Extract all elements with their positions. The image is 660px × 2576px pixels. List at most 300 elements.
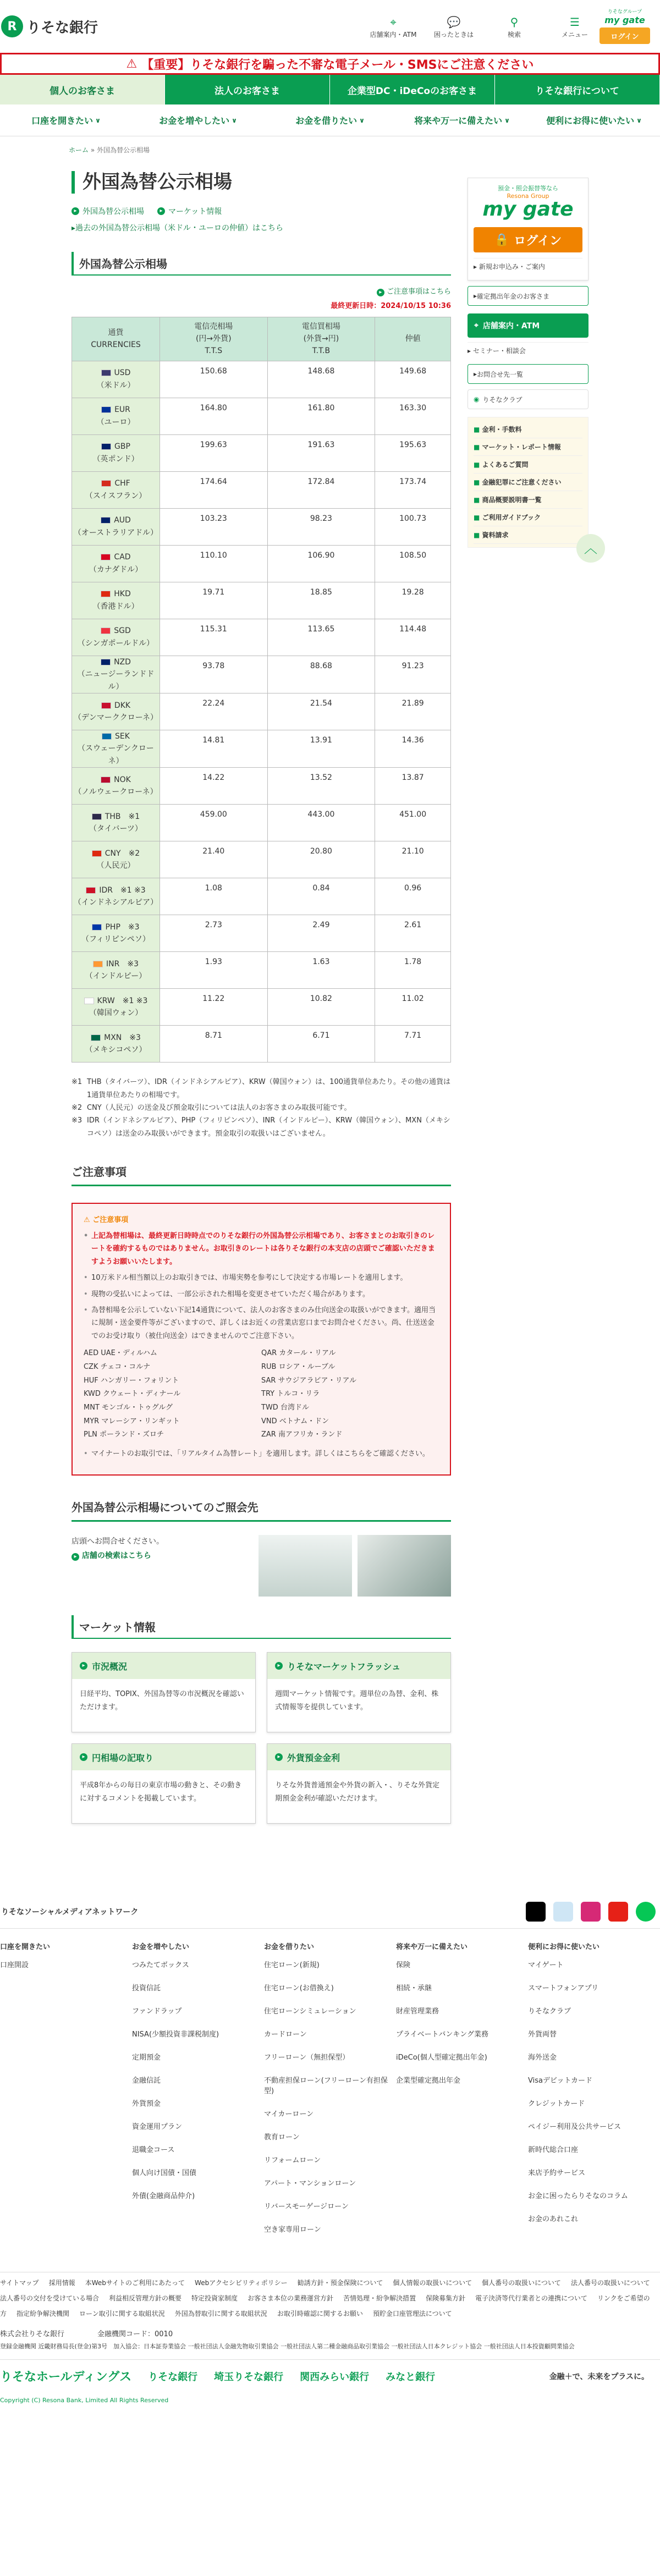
header-nav-menu[interactable]: ☰ メニュー [544,14,605,39]
table-row [72,398,451,434]
footer-link[interactable]: 本Webサイトのご利用にあたって [85,2279,185,2287]
header-nav-help[interactable]: 💬 困ったときは [424,14,484,39]
flag-icon [92,924,102,931]
footer-nav-link[interactable]: クレジットカード [528,2100,585,2109]
global-nav-personal[interactable]: 個人のお客さま [0,75,165,104]
note-item: ※2 CNY（人民元）の送金及び預金取引については法人のお客さまのみ取扱可能です。 [72,1103,351,1112]
footer-nav-link[interactable]: 口座開設 [0,1961,29,1970]
footer-link[interactable]: Webアクセシビリティポリシー [195,2279,288,2287]
ttb-cell: 172.84 [267,471,375,508]
footer-nav-link[interactable]: マイカーローン [264,2110,314,2119]
unlisted-currencies [84,1347,439,1442]
market-card[interactable]: ▸ りそなマーケットフラッシュ 週間マーケット情報です。週単位の為替、金利、株式情報等を提供しています。 [267,1652,451,1732]
footer-nav-link[interactable]: アパート・マンションローン [264,2179,356,2188]
bullet-icon: ■ [474,443,482,451]
table-row [72,915,451,952]
market-cards [72,1652,451,1824]
ttb-cell: 0.84 [267,878,375,915]
flag-icon [101,777,111,783]
footer-nav-column [528,1941,660,2247]
arrow-circle-icon: ▸ [80,1753,87,1761]
footer-nav-link[interactable]: Visaデビットカード [528,2077,593,2085]
tts-cell: 150.68 [160,361,268,398]
currency-item: KWD クウェート・ディナール [84,1390,181,1399]
brand-resona-bank[interactable]: りそな銀行 [148,2371,198,2383]
header-nav-search[interactable]: ⚲ 検索 [484,14,544,39]
ttb-cell: 18.85 [267,582,375,619]
speech-bubble-icon: 💬 [447,15,461,29]
content-wrap [0,155,660,1824]
arrow-circle-icon: ▸ [80,1662,87,1670]
flag-icon [84,998,94,1004]
currency-cell: HKD （香港ドル） [72,582,160,619]
currency-item: MNT モンゴル・トゥグルグ [84,1403,173,1412]
chevron-down-icon: ∨ [636,116,642,124]
footer-nav-link[interactable]: 金融信託 [132,2077,161,2085]
x-icon[interactable] [526,1902,546,1922]
flag-icon [101,370,111,376]
tts-cell: 93.78 [160,656,268,693]
tts-cell: 115.31 [160,619,268,656]
mygate-panel [468,178,588,280]
ttb-cell: 10.82 [267,989,375,1026]
footer-nav-link[interactable]: マイゲート [528,1961,564,1970]
footer-nav-link[interactable]: 不動産担保ローン(フリーローン有担保型) [264,2077,388,2096]
mid-cell: 451.00 [375,805,451,841]
note-item: ※3 IDR（インドネシアルピア）、PHP（フィリピンペソ）、INR（インドルピー）、KRW（韓国ウォン）、MXN（メキシコペソ）は送金のみ取扱いができます。預金取引の取扱いはございません。 [72,1116,450,1138]
mid-cell: 21.10 [375,841,451,878]
tts-cell: 21.40 [160,841,268,878]
footer-nav-link[interactable]: 企業型確定拠出年金 [396,2077,461,2085]
footer-nav-link[interactable]: リフォームローン [264,2156,321,2165]
table-row [72,693,451,730]
sidebar [468,178,588,1824]
sidebar-info-item[interactable]: ■ 資料請求 [474,526,582,544]
bullet-icon: ■ [474,496,482,504]
currency-cell: NZD （ニュージーランドドル） [72,656,160,693]
rates-table [72,317,451,1063]
mygate-header [600,8,650,44]
footer-nav-link[interactable]: 外債(金融商品仲介) [132,2192,195,2201]
footer-nav-link[interactable]: 来店予約サービス [528,2169,586,2178]
footer-nav-link[interactable]: 資金運用プラン [132,2123,183,2132]
sidebar-info-item[interactable]: ■ 金利・手数料 [474,421,582,438]
sub-nav-open-account[interactable]: 口座を開きたい ∨ [31,115,101,126]
sidebar-info-item[interactable]: ■ ご利用ガイドブック [474,509,582,526]
instagram-icon[interactable] [581,1902,601,1922]
global-nav-about[interactable]: りそな銀行について [495,75,660,104]
currency-item: CZK チェコ・コルナ [84,1362,151,1371]
currency-item: MYR マレーシア・リンギット [84,1417,180,1425]
footer-nav-link[interactable]: りそなクラブ [528,2007,571,2016]
tts-cell: 2.73 [160,915,268,952]
footer-nav-link[interactable]: 退職金コース [132,2146,175,2155]
chevron-down-icon: ∨ [95,116,101,124]
footer-nav-link[interactable]: 外貨預金 [132,2100,161,2109]
currency-item: SAR サウジアラビア・リアル [261,1376,357,1385]
bullet-icon: ■ [474,461,482,469]
last-updated: 最終更新日時：2024/10/15 10:36 [331,301,451,310]
table-header-cell: 仲値 [375,317,451,361]
logo-text: りそな銀行 [26,19,98,36]
footer-nav-link[interactable]: お金のあれこれ [528,2215,579,2224]
sidebar-contacts-button[interactable]: ▸ お問合せ先一覧 [468,364,588,384]
brand-holdings[interactable]: りそなホールディングス [0,2370,132,2385]
ttb-cell: 98.23 [267,508,375,545]
sidebar-info-item[interactable]: ■ 商品概要説明書一覧 [474,491,582,509]
sub-nav-prepare[interactable]: 将来や万一に備えたい ∨ [414,115,510,126]
sub-nav-convenient[interactable]: 便利にお得に使いたい ∨ [546,115,642,126]
lock-icon: 🔒 [494,233,510,247]
corp-info [0,2328,660,2338]
brand-saitama-resona[interactable]: 埼玉りそな銀行 [214,2371,284,2383]
flag-icon [101,406,111,413]
footer-link[interactable]: サイトマップ [0,2279,39,2287]
currency-item: ZAR 南アフリカ・ランド [261,1430,343,1439]
tts-cell: 164.80 [160,398,268,434]
footer-nav-link[interactable]: スマートフォンアプリ [528,1984,599,1993]
table-row [72,619,451,656]
footer-nav-heading[interactable]: 口座を開きたい [0,1943,51,1952]
note-icon[interactable] [553,1902,573,1922]
footer-nav-link[interactable]: フリーローン（無担保型） [264,2054,350,2062]
ttb-cell: 443.00 [267,805,375,841]
footer-link[interactable]: 預貯金口座管理法について [372,2309,452,2318]
arrow-circle-icon: ▸ [72,1553,79,1561]
mid-cell: 7.71 [375,1026,451,1063]
footer-nav-column [396,1941,528,2247]
footer-nav-link[interactable]: iDeCo(個人型確定拠出年金) [396,2054,487,2062]
mid-cell: 163.30 [375,398,451,434]
sub-nav-increase[interactable]: お金を増やしたい ∨ [159,115,237,126]
sidebar-dc-button[interactable]: ▸ 確定拠出年金のお客さま [468,286,588,306]
sidebar-info-item[interactable]: ■ 金融犯罪にご注意ください [474,474,582,491]
sidebar-atm-button[interactable]: ⌖ 店舗案内・ATM [468,313,588,338]
currency-cell: AUD （オーストラリアドル） [72,508,160,545]
market-card[interactable]: ▸ 円相場の記取り 平成8年からの毎日の東京市場の動きと、その動きに対するコメントを掲載しています。 [72,1743,256,1824]
mid-cell: 14.36 [375,730,451,767]
anchor-link-rates[interactable]: ▸ 外国為替公示相場 [72,206,144,217]
footer-nav-link[interactable]: つみたてボックス [132,1961,189,1970]
ttb-cell: 13.52 [267,768,375,805]
ttb-cell: 6.71 [267,1026,375,1063]
chevron-down-icon: ∨ [359,116,365,124]
mid-cell: 195.63 [375,434,451,471]
footer-nav-link[interactable]: お金に困ったらりそなのコラム [528,2192,628,2201]
footer-nav-column [0,1941,132,2247]
tts-cell: 22.24 [160,693,268,730]
ttb-cell: 148.68 [267,361,375,398]
footer-nav-column [132,1941,264,2247]
mid-cell: 100.73 [375,508,451,545]
anchor-links [72,206,451,217]
chevron-up-icon: ︿ [584,541,597,556]
tts-cell: 199.63 [160,434,268,471]
caution-item: • 上記為替相場は、最終更新日時時点でのりそな銀行の外国為替公示相場であり、お客さまとのお取引きのレートを確約するものではありません。お取引きのレートは各りそな銀行の本支店の店頭でご確認いただきますようお願いいたします。 [84,1230,439,1268]
corp-registration: 登録金融機関 近畿財務局長(登金)第3号 加入協会：日本証券業協会 一般社団法人金融先物取引業協会 一般社団法人第二種金融商品取引業協会 一般社団法人日本クレジット協会 一般社団法人日本投資顧問業協会 [0,2343,575,2351]
footer-nav-link[interactable]: 空き家専用ローン [264,2226,321,2234]
mid-cell: 11.02 [375,989,451,1026]
currency-cell: THB ※1 （タイバーツ） [72,805,160,841]
footer-link[interactable]: 電子決済等代行業者との連携について [475,2294,587,2303]
footer-nav-column [264,1941,396,2247]
flag-icon [101,554,111,560]
footer-link[interactable]: 特定投資家制度 [191,2294,238,2303]
footer-nav-link[interactable]: プライベートバンキング業務 [396,2030,488,2039]
ttb-cell: 113.65 [267,619,375,656]
copyright: Copyright (C) Resona Bank, Limited All Rights Reserved [0,2397,169,2404]
mygate-logo: my gate [482,198,574,221]
currency-cell: NOK （ノルウェークローネ） [72,768,160,805]
sidebar-link-seminar[interactable]: ▸ セミナー・相談会 [468,342,588,359]
search-icon: ⚲ [510,15,519,29]
tts-cell: 14.81 [160,730,268,767]
currency-item: AED UAE・ディルハム [84,1349,157,1358]
table-row [72,471,451,508]
footer-nav-heading[interactable]: お金を増やしたい [132,1943,190,1952]
alert-text: 【重要】りそな銀行を騙った不審な電子メール・SMSにご注意ください [141,58,534,72]
table-row [72,508,451,545]
scroll-top-button[interactable] [576,534,605,563]
flag-icon [101,480,111,487]
footer-link[interactable]: 勧誘方針・預金保険について [297,2279,383,2287]
mygate-caption: 預金・照会振替等なら [498,185,558,192]
currency-item: TWD 台湾ドル [261,1403,309,1412]
flag-icon [92,813,102,820]
chevron-down-icon: ∨ [232,116,237,124]
caution-item: • 為替相場を公示していない下記14通貨について、法人のお客さまのみ仕向送金の取扱いができます。適用当に規制・送金要件等がございますので、詳しくはお近くの営業店窓口までお問合せください。尚、仕送送金でのお受け取り（被仕向送金）はできませんのでご注意下さい。 [84,1304,439,1342]
alert-banner[interactable] [0,53,660,75]
global-nav-corporate[interactable]: 法人のお客さま [165,75,330,104]
footer-link[interactable]: 苦情処理・紛争解決措置 [343,2294,416,2303]
footer-nav-link[interactable]: 住宅ローン(お借換え) [264,1984,334,1993]
branch-photo [258,1535,352,1597]
resona-logo[interactable] [1,15,98,37]
table-row [72,361,451,398]
footer-link[interactable]: お客さま本位の業務運営方針 [248,2294,334,2303]
tts-cell: 110.10 [160,545,268,582]
bullet-icon: ■ [474,531,482,539]
group-brands [0,2359,660,2392]
sidebar-login-button[interactable]: 🔒 ログイン [474,227,582,252]
anchor-link-market[interactable]: ▸ マーケット情報 [157,206,222,217]
table-row [72,768,451,805]
currency-cell: CAD （カナダドル） [72,545,160,582]
staff-photo [358,1535,451,1597]
footer-link[interactable]: 保険募集方針 [426,2294,466,2303]
currency-item: HUF ハンガリー・フォリント [84,1376,179,1385]
mid-cell: 0.96 [375,878,451,915]
footer-link[interactable]: ローン取引に関する取組状況 [79,2309,165,2318]
arrow-circle-icon: ▸ [377,289,384,296]
section-inquiry-heading: 外国為替公示相場についてのご照会先 [72,1495,451,1522]
footer-nav-link[interactable]: リバースモーゲージローン [264,2203,349,2211]
rates-table-header [72,317,451,361]
currency-cell: SEK （スウェーデンクローネ） [72,730,160,767]
tts-cell: 8.71 [160,1026,268,1063]
ttb-cell: 2.49 [267,915,375,952]
footer-nav-link[interactable]: 外貨両替 [528,2030,557,2039]
currency-cell: PHP ※3 （フィリピンペソ） [72,915,160,952]
mid-cell: 13.87 [375,768,451,805]
footer-nav-link[interactable]: 相続・承継 [396,1984,432,1993]
global-nav [0,75,660,104]
mid-cell: 173.74 [375,471,451,508]
flag-icon [86,887,96,894]
header-login-button[interactable]: ログイン [600,27,650,44]
sidebar-info-list [468,417,588,548]
table-row [72,878,451,915]
ttb-cell: 106.90 [267,545,375,582]
table-notes [72,1076,451,1140]
currency-cell: CHF （スイスフラン） [72,471,160,508]
footer-nav-link[interactable]: 住宅ローンシミュレーション [264,2007,356,2016]
tts-cell: 11.22 [160,989,268,1026]
arrow-circle-icon: ▸ [275,1753,283,1761]
currency-cell: EUR （ユーロ） [72,398,160,434]
footer-link[interactable]: 個人番号の取扱いについて [482,2279,561,2287]
chevron-down-icon: ∨ [504,116,510,124]
footer-link[interactable]: 外国為替取引に関する取組状況 [174,2309,267,2318]
footer-nav-link[interactable]: カードローン [264,2030,307,2039]
currency-cell: CNY ※2 （人民元） [72,841,160,878]
bank-code: 金融機関コード：0010 [97,2330,173,2339]
inquiry-section [72,1535,451,1597]
ttb-cell: 1.63 [267,952,375,989]
footer-nav-link[interactable]: 教育ローン [264,2133,300,2142]
currency-cell: DKK （デンマーククローネ） [72,693,160,730]
tts-cell: 1.08 [160,878,268,915]
inquiry-text: 店頭へお問合せください。 [72,1537,164,1546]
currency-cell: USD （米ドル） [72,361,160,398]
footer-nav-link[interactable]: 個人向け国債・国債 [132,2169,197,2178]
youtube-icon[interactable] [608,1902,628,1922]
corp-name: 株式会社りそな銀行 [0,2330,65,2339]
tts-cell: 1.93 [160,952,268,989]
notice-link[interactable]: ▸ ご注意事項はこちら [72,285,451,296]
footer-nav-link[interactable]: 新時代総合口座 [528,2146,579,2155]
currency-cell: KRW ※1 ※3 （韓国ウォン） [72,989,160,1026]
footer-nav-heading[interactable]: 便利にお得に使いたい [528,1943,600,1952]
ttb-cell: 20.80 [267,841,375,878]
sidebar-info-item[interactable]: ■ マーケット・レポート情報 [474,438,582,456]
main-content [72,155,451,1824]
arrow-circle-icon: ▸ [275,1662,283,1670]
tts-cell: 459.00 [160,805,268,841]
table-header-cell: 通貨 CURRENCIES [72,317,160,361]
branch-search-link[interactable]: ▸ 店舗の検索はこちら [72,1551,151,1560]
footer-nav-link[interactable]: NISA(少額投資非課税制度) [132,2030,219,2039]
mid-cell: 1.78 [375,952,451,989]
flag-icon [91,1034,101,1041]
breadcrumb-home[interactable]: ホーム [69,146,89,154]
footer-link[interactable]: 採用情報 [48,2279,75,2287]
breadcrumb: ホーム » 外国為替公示相場 [69,146,150,154]
footer-nav-link[interactable]: ファンドラップ [132,2007,182,2016]
mygate-header-logo: my gate [604,15,645,25]
currency-item: PLN ポーランド・ズロチ [84,1430,164,1439]
footer-nav-link[interactable]: 保険 [396,1961,411,1970]
section-market-heading: マーケット情報 [72,1615,451,1639]
sub-nav-borrow[interactable]: お金を借りたい ∨ [295,115,365,126]
caution-box [72,1203,451,1476]
table-header-cell: 電信売相場 (円→外貨) T.T.S [160,317,268,361]
market-card[interactable]: ▸ 市況概況 日経平均、TOPIX、外国為替等の市況概況を確認いただけます。 [72,1652,256,1732]
footer-nav-heading[interactable]: お金を借りたい [264,1943,315,1952]
table-row [72,656,451,693]
flag-icon [101,659,111,665]
tagline: 金融＋で、未来をプラスに。 [549,2372,649,2381]
past-rates-link[interactable]: ▸過去の外国為替公示相場（米ドル・ユーロの仲値）はこちら [72,223,284,233]
footer-nav-link[interactable]: 投資信託 [132,1984,161,1993]
mid-cell: 149.68 [375,361,451,398]
footer-nav-link[interactable]: 財産管理業務 [396,2007,439,2016]
currency-cell: SGD （シンガポールドル） [72,619,160,656]
currency-item: RUB ロシア・ルーブル [261,1362,336,1371]
table-row [72,989,451,1026]
flag-icon [101,628,111,634]
brand-minato[interactable]: みなと銀行 [386,2371,436,2383]
line-icon[interactable] [636,1902,656,1922]
header-nav [363,14,605,39]
footer-link[interactable]: 指定紛争解決機関 [16,2309,70,2318]
sidebar-points-banner[interactable]: ◉ りそなクラブ [468,389,588,409]
ttb-cell: 88.68 [267,656,375,693]
caution-item: • 現物の受払いによっては、一部公示された相場を変更させていただく場合があります。 [84,1288,439,1301]
footer-nav-link[interactable]: 海外送金 [528,2054,557,2062]
mid-cell: 21.89 [375,693,451,730]
flag-icon [101,702,111,709]
table-row [72,730,451,767]
table-row [72,1026,451,1063]
footer-nav-link[interactable]: ペイジー利用及公共サービス [528,2123,622,2132]
global-nav-dc[interactable]: 企業型DC・iDeCoのお客さま [330,75,495,104]
site-header [0,0,660,53]
currency-item: VND ベトナム・ドン [261,1417,329,1425]
caution-title: ⚠ ご注意事項 [84,1216,129,1225]
currency-cell: INR ※3 （インドルピー） [72,952,160,989]
footer-link[interactable]: 個人情報の取扱いについて [393,2279,472,2287]
market-card[interactable]: ▸ 外貨預金金利 りそな外貨普通預金や外貨の新入・、りそな外貨定期預金金利が確認いただけます。 [267,1743,451,1824]
footer-link[interactable]: 法人番号の取扱いについて [570,2279,650,2287]
footer-link[interactable]: 法人番号の交付を受けている場合 [0,2294,100,2303]
footer-nav-link[interactable]: 定期預金 [132,2054,161,2062]
footer-nav-link[interactable]: 住宅ローン(新規) [264,1961,320,1970]
bullet-icon: ■ [474,514,482,521]
warning-icon: ⚠ [126,57,138,71]
ttb-cell: 21.54 [267,693,375,730]
tts-cell: 14.22 [160,768,268,805]
footer-nav-heading[interactable]: 将来や万一に備えたい [396,1943,468,1952]
mygate-header-caption: りそなグループ [607,9,642,15]
table-row [72,582,451,619]
table-row [72,952,451,989]
social-bar [0,1895,660,1928]
section-caution-heading: ご注意事項 [72,1160,451,1186]
caution-item[interactable]: • マイナートのお取引では、「リアルタイム為替レート」を適用します。詳しくはこちらをご確認ください。 [84,1447,439,1460]
header-nav-atm[interactable]: ⌖ 店舗案内・ATM [363,14,424,39]
points-icon: ◉ [474,395,480,403]
brand-kansai-mirai[interactable]: 関西みらい銀行 [300,2371,370,2383]
footer-link[interactable]: お取引時確認に関するお願い [277,2309,363,2318]
footer-nav [0,1928,660,2247]
footer-link[interactable]: 利益相反管理方針の概要 [109,2294,182,2303]
footer-link[interactable]: リンクをご希望の方 [0,2294,650,2318]
flag-icon [93,961,103,967]
tts-cell: 19.71 [160,582,268,619]
sidebar-link-apply[interactable]: ▸ 新規お申込み・ご案内 [474,258,582,274]
sidebar-info-item[interactable]: ■ よくあるご質問 [474,456,582,474]
